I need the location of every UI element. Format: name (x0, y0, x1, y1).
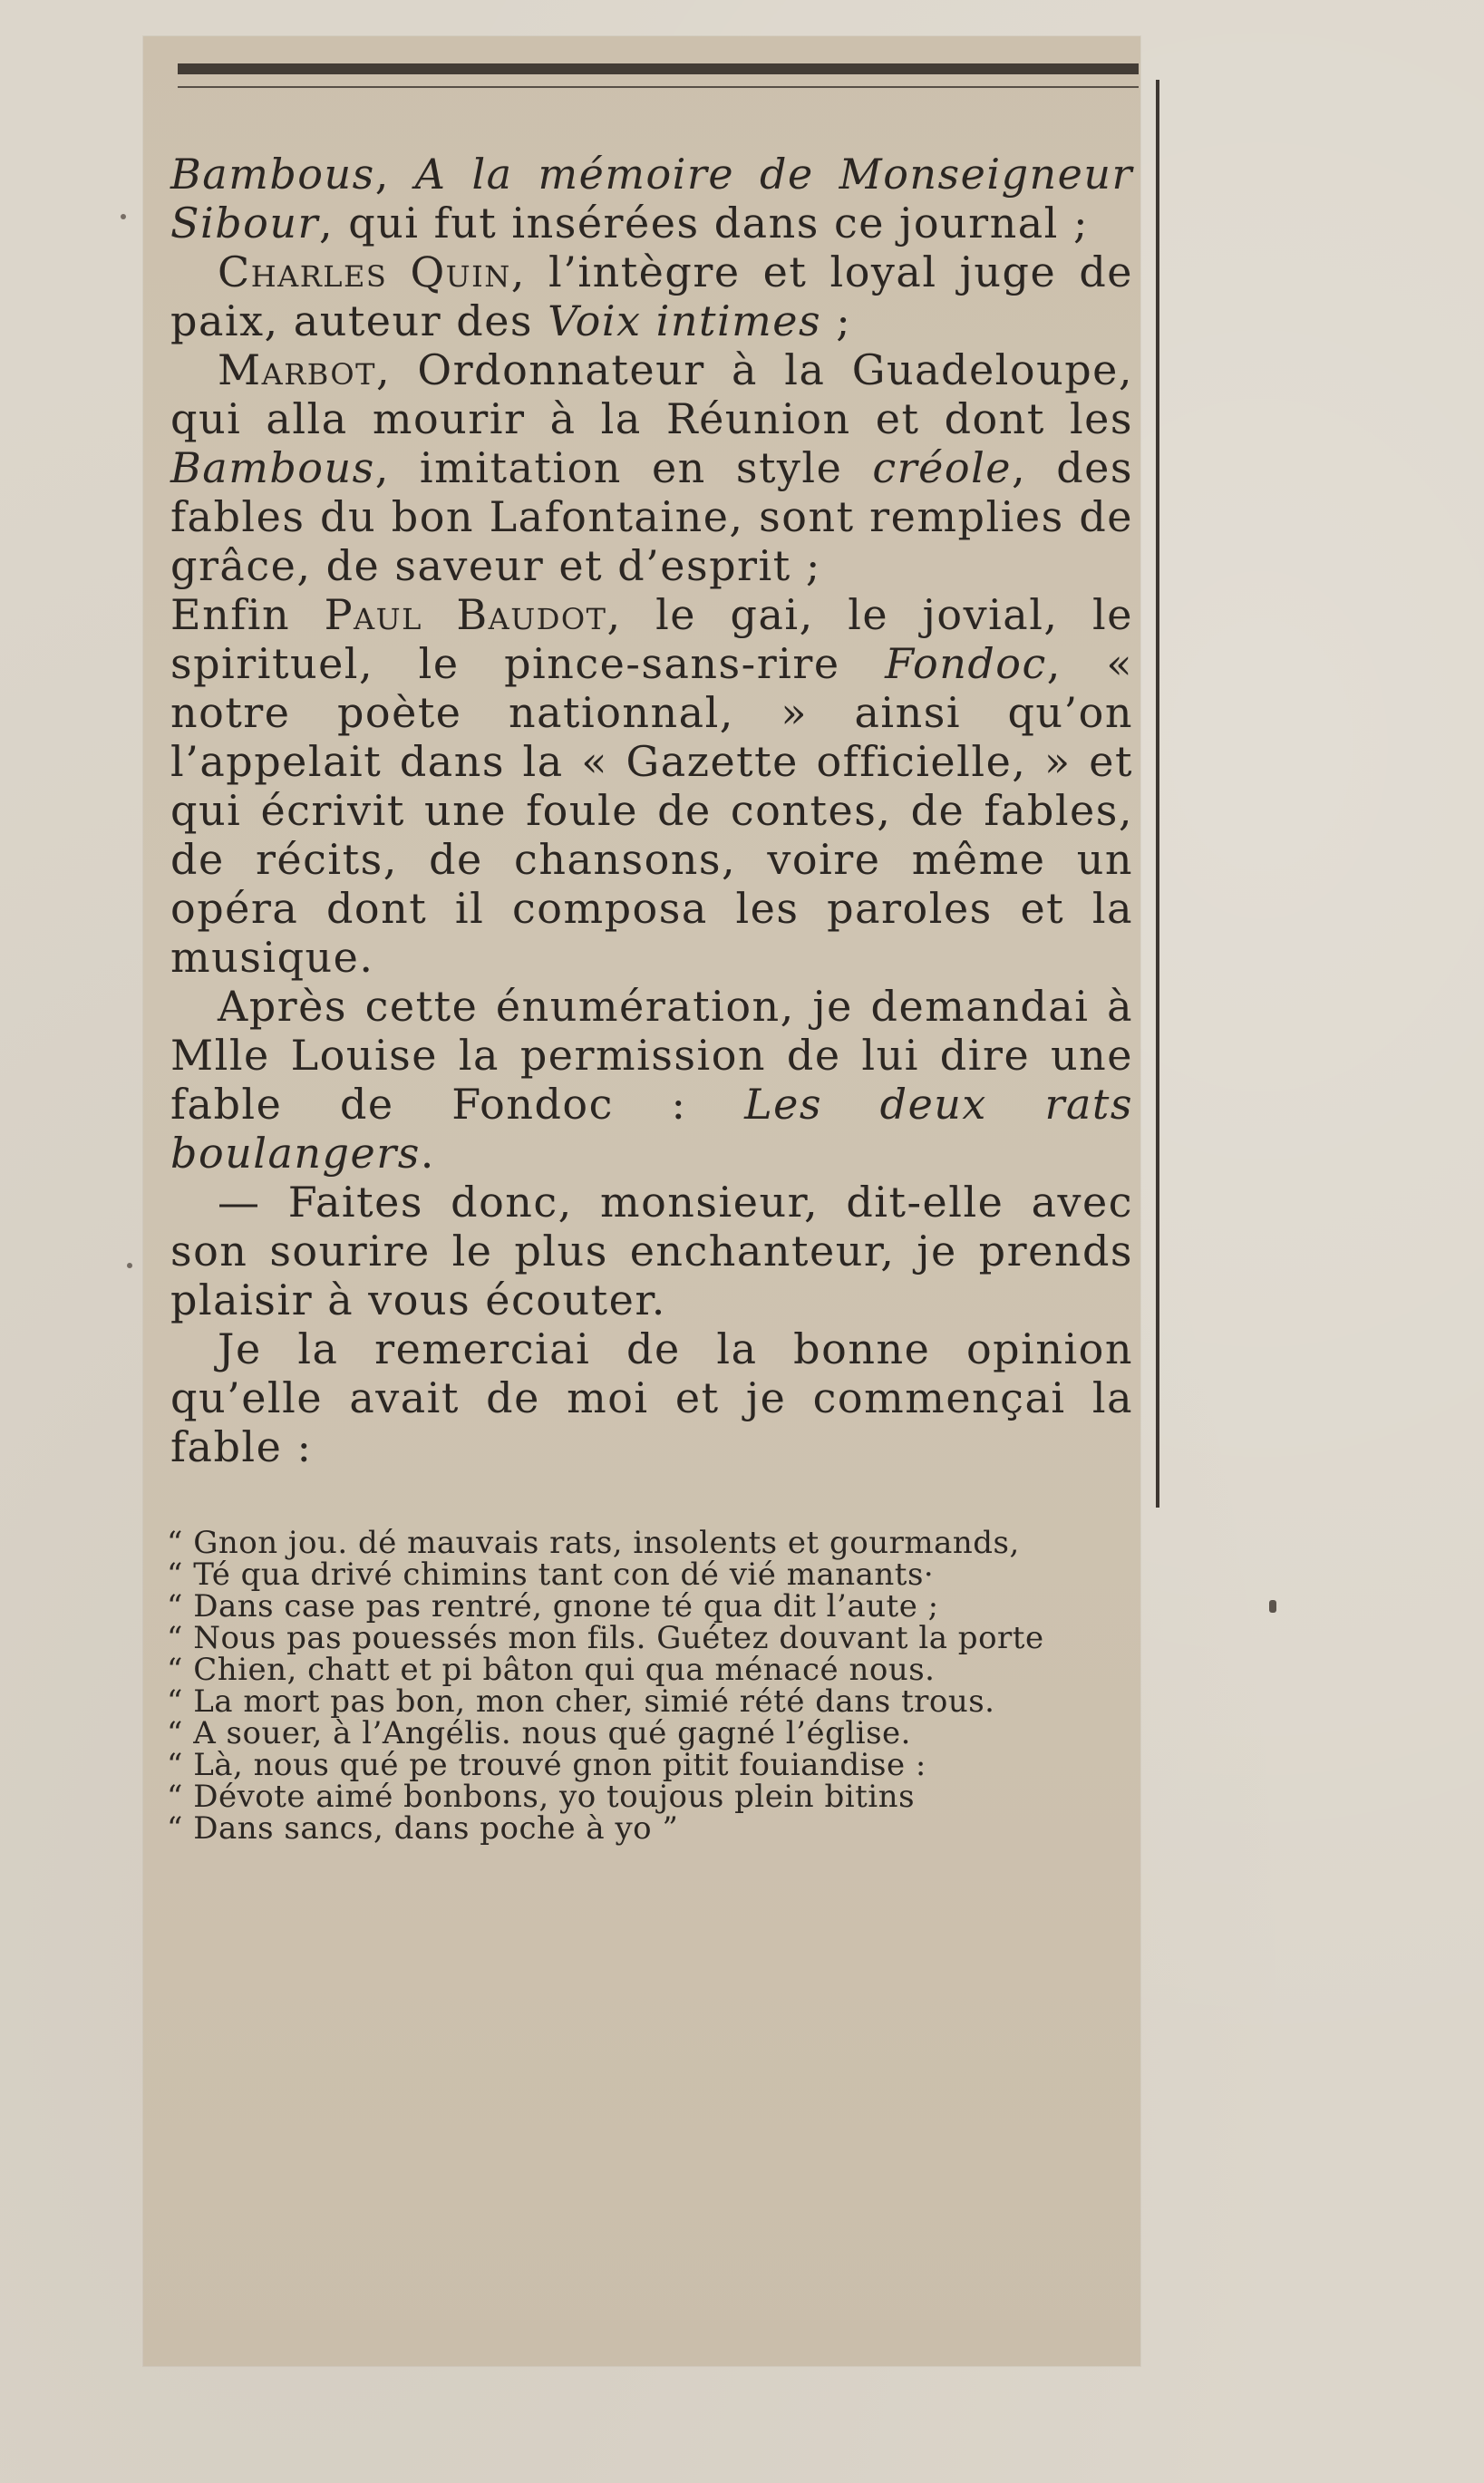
clipping-header-rules (178, 63, 1139, 125)
verse-line: “ A souer, à l’Angélis. nous qué gagné l’église. (167, 1715, 911, 1751)
paragraph-dialogue (170, 1178, 1133, 1324)
author-name: Paul Baudot (324, 590, 607, 639)
paragraph-enumeration (170, 982, 1133, 1178)
verse-line: “ Chien, chatt et pi bâton qui qua ménacé nous. (167, 1652, 936, 1688)
text-segment: créole (872, 443, 1013, 492)
work-title: Bambous (170, 443, 375, 492)
top-thin-rule (178, 86, 1139, 88)
text-segment: , « notre poète nationnal, » ainsi qu’on l’appelait dans la « Gazette officielle, » et qui écrivit une foule de contes, de fables, de récits, de chansons, voire même un opéra dont il composa les paroles et la musique. (170, 639, 1134, 982)
author-name: Charles Quin (218, 247, 511, 296)
text-segment: Enfin (170, 590, 325, 639)
text-segment: , le gai, le jovial, le spirituel, le pince-sans-rire (170, 590, 1133, 688)
work-title: Voix intimes (548, 296, 822, 345)
text-segment: Bambous (170, 150, 375, 199)
paragraph-marbot (170, 345, 1133, 590)
text-segment: , des fables du bon Lafontaine, sont remplies de grâce, de saveur et d’esprit ; (170, 443, 1133, 590)
text-segment: A la mémoire de Monseigneur Sibour (170, 150, 1133, 247)
text-segment: , Ordonnateur à la Guadeloupe, qui alla mourir à la Réunion et dont les (170, 345, 1133, 443)
ink-fleck (121, 214, 126, 219)
verse-line: “ Là, nous qué pe trouvé gnon pitit fouiandise : (167, 1747, 926, 1783)
paragraph-charles-quin (170, 247, 1133, 345)
verse-line: “ Dans case pas rentré, gnone té qua dit l’aute ; (167, 1588, 939, 1625)
paragraph-remerciai (170, 1324, 1133, 1471)
ink-fleck (127, 1263, 132, 1268)
text-segment: , (374, 150, 415, 199)
author-name: Marbot (218, 345, 376, 394)
pen-name: Fondoc (885, 639, 1047, 688)
verse-line: “ Gnon jou. dé mauvais rats, insolents et gourmands, (167, 1525, 1020, 1561)
text-segment: , imitation en style (374, 443, 873, 492)
newspaper-clipping (143, 36, 1140, 2366)
text-segment: Après cette énumération, je demandai à Mlle Louise la permission de lui dire une fable de Fondoc : (170, 982, 1133, 1129)
text-segment: , qui fut insérées dans ce journal ; (318, 199, 1090, 247)
text-segment: ; (821, 296, 852, 345)
verse-line: “ Nous pas pouessés mon fils. Guétez douvant la porte (167, 1620, 1044, 1656)
text-segment: Je la remerciai de la bonne opinion qu’elle avait de moi et je commençai la fable : (170, 1324, 1133, 1471)
paragraph-paul-baudot (170, 590, 1133, 982)
article-body (170, 150, 1133, 1471)
top-thick-rule (178, 63, 1139, 74)
text-segment: , l’intègre et loyal juge de paix, auteur des (170, 247, 1133, 345)
text-segment: . (420, 1129, 435, 1178)
fable-verse (167, 1525, 1146, 1847)
verse-line: “ Dévote aimé bonbons, yo toujous plein bitins (167, 1779, 916, 1815)
paragraph-bambous-sibour (170, 150, 1133, 247)
verse-line: “ La mort pas bon, mon cher, simié rété dans trous. (167, 1683, 995, 1720)
column-separator-rule (1156, 80, 1159, 1508)
verse-line: “ Dans sancs, dans poche à yo ” (167, 1810, 679, 1847)
fable-title: Les deux rats boulangers (170, 1080, 1133, 1178)
verse-line: “ Té qua drivé chimins tant con dé vié manants· (167, 1557, 935, 1593)
ink-speck (1269, 1600, 1276, 1613)
text-segment: — Faites donc, monsieur, dit-elle avec son sourire le plus enchanteur, je prends plaisir à vous écouter. (170, 1178, 1133, 1324)
